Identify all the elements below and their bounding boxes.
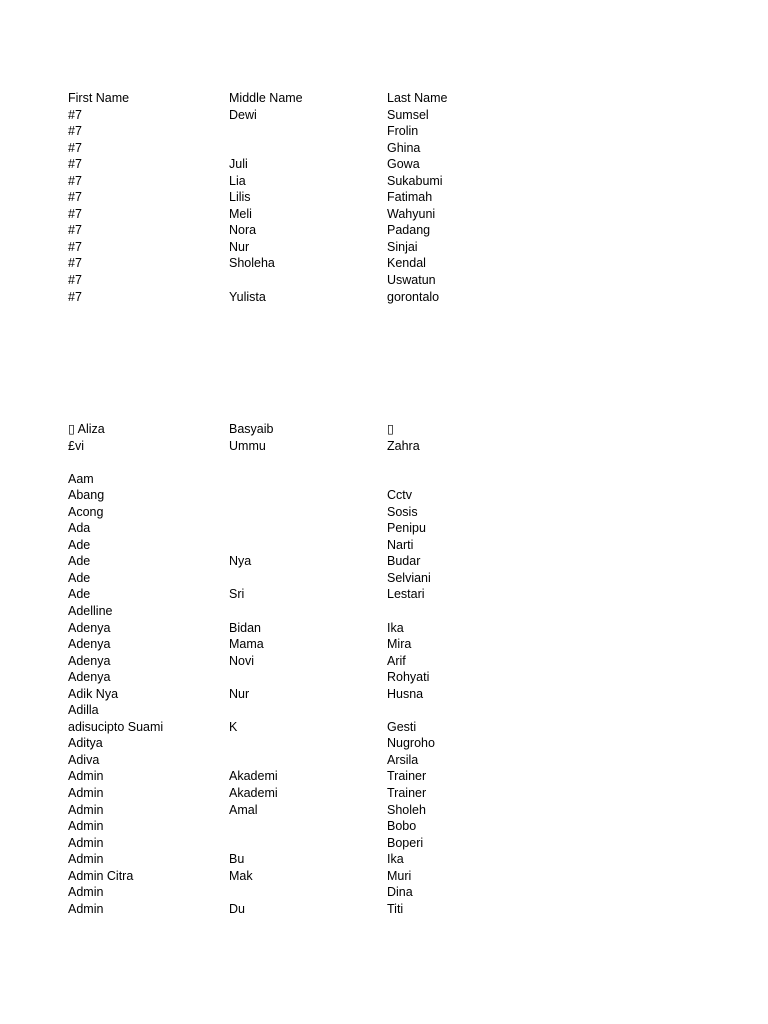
cell-first-name: #7 — [68, 107, 82, 122]
table-row — [68, 520, 488, 537]
cell-last-name: Fatimah — [387, 190, 433, 205]
cell-last-name: Budar — [387, 554, 421, 569]
cell-first-name: Adilla — [68, 703, 99, 718]
cell-last-name: Frolin — [387, 124, 419, 139]
cell-last-name: Rohyati — [387, 670, 430, 685]
table-row — [68, 719, 488, 736]
cell-middle-name: Juli — [229, 157, 248, 172]
cell-last-name: Kendal — [387, 256, 426, 271]
cell-last-name: Zahra — [387, 438, 420, 453]
cell-first-name: adisucipto Suami — [68, 719, 164, 734]
cell-middle-name: Mama — [229, 637, 264, 652]
cell-first-name: Adenya — [68, 670, 111, 685]
cell-first-name: #7 — [68, 273, 82, 288]
cell-middle-name: Meli — [229, 206, 252, 221]
cell-last-name: Cctv — [387, 488, 412, 503]
cell-middle-name: Sholeha — [229, 256, 275, 271]
cell-first-name: ▯ Aliza — [68, 422, 105, 436]
table-row — [68, 421, 488, 438]
cell-last-name: Bobo — [387, 819, 417, 834]
cell-last-name: Ghina — [387, 140, 421, 155]
cell-middle-name: Lia — [229, 173, 246, 188]
cell-last-name — [387, 471, 487, 488]
table-row — [68, 851, 488, 868]
cell-middle-name: Akademi — [229, 786, 278, 801]
table-row — [68, 255, 488, 272]
cell-first-name: Acong — [68, 504, 104, 519]
header-middle-name: Middle Name — [229, 91, 303, 105]
cell-last-name: Mira — [387, 637, 412, 652]
cell-last-name: Wahyuni — [387, 206, 436, 221]
cell-middle-name — [229, 520, 387, 537]
cell-middle-name — [229, 752, 387, 769]
cell-last-name: Sukabumi — [387, 173, 443, 188]
cell-last-name: Arif — [387, 653, 406, 668]
table-row — [68, 636, 488, 653]
cell-middle-name — [229, 818, 387, 835]
cell-middle-name — [229, 140, 387, 157]
cell-middle-name: Novi — [229, 653, 255, 668]
cell-last-name: Uswatun — [387, 273, 436, 288]
cell-first-name: #7 — [68, 256, 82, 271]
cell-first-name: #7 — [68, 239, 82, 254]
cell-first-name: Admin — [68, 786, 104, 801]
table-row — [68, 140, 488, 157]
cell-first-name: £vi — [68, 438, 84, 453]
cell-middle-name: Amal — [229, 802, 258, 817]
cell-last-name: Selviani — [387, 570, 431, 585]
cell-first-name: Admin — [68, 885, 104, 900]
table-row — [68, 222, 488, 239]
cell-first-name: Adenya — [68, 620, 111, 635]
cell-middle-name — [229, 570, 387, 587]
cell-middle-name: Nya — [229, 554, 252, 569]
table-body — [68, 421, 488, 917]
cell-last-name: Titi — [387, 901, 404, 916]
table-header-row — [68, 90, 488, 107]
table-row — [68, 702, 488, 719]
cell-first-name: Ada — [68, 521, 91, 536]
cell-first-name: Aditya — [68, 736, 103, 751]
cell-first-name: Admin — [68, 819, 104, 834]
cell-first-name: #7 — [68, 157, 82, 172]
table-row — [68, 752, 488, 769]
cell-last-name: Ika — [387, 852, 404, 867]
cell-first-name: Aam — [68, 471, 94, 486]
cell-last-name — [387, 454, 487, 471]
cell-middle-name: Akademi — [229, 769, 278, 784]
header-first-name: First Name — [68, 91, 130, 105]
cell-middle-name: Yulista — [229, 289, 266, 304]
table-row — [68, 735, 488, 752]
cell-middle-name: Ummu — [229, 438, 266, 453]
cell-last-name: Sumsel — [387, 107, 429, 122]
table-row — [68, 537, 488, 554]
cell-middle-name — [229, 735, 387, 752]
cell-last-name: Sholeh — [387, 802, 426, 817]
cell-first-name: #7 — [68, 223, 82, 238]
cell-last-name — [387, 603, 487, 620]
table-row — [68, 173, 488, 190]
table-row — [68, 768, 488, 785]
name-table-bottom — [68, 421, 488, 917]
table-row — [68, 802, 488, 819]
table-row — [68, 107, 488, 124]
cell-last-name: Gesti — [387, 719, 417, 734]
cell-middle-name — [229, 835, 387, 852]
cell-first-name: Ade — [68, 570, 91, 585]
cell-last-name: Nugroho — [387, 736, 435, 751]
cell-last-name: Boperi — [387, 835, 424, 850]
cell-middle-name — [229, 471, 387, 488]
cell-middle-name: Bu — [229, 852, 245, 867]
table-row — [68, 686, 488, 703]
cell-first-name: #7 — [68, 173, 82, 188]
cell-last-name: gorontalo — [387, 289, 440, 304]
cell-first-name: Admin — [68, 769, 104, 784]
header-last-name: Last Name — [387, 91, 448, 105]
table-row — [68, 206, 488, 223]
cell-first-name: Admin — [68, 835, 104, 850]
cell-first-name: Adik Nya — [68, 686, 119, 701]
table-row — [68, 272, 488, 289]
table-row — [68, 454, 488, 471]
cell-middle-name — [229, 487, 387, 504]
table-row — [68, 504, 488, 521]
cell-middle-name — [229, 669, 387, 686]
table-row — [68, 123, 488, 140]
cell-first-name: #7 — [68, 206, 82, 221]
cell-middle-name: Bidan — [229, 620, 261, 635]
cell-first-name — [68, 454, 229, 471]
table-row — [68, 785, 488, 802]
cell-first-name: Admin — [68, 901, 104, 916]
table-row — [68, 438, 488, 455]
cell-middle-name: Nur — [229, 239, 250, 254]
table-row — [68, 189, 488, 206]
cell-first-name: Abang — [68, 488, 105, 503]
cell-last-name: Trainer — [387, 769, 427, 784]
cell-first-name: Admin — [68, 852, 104, 867]
cell-last-name: Narti — [387, 537, 414, 552]
cell-middle-name — [229, 504, 387, 521]
table-row — [68, 603, 488, 620]
table-row — [68, 901, 488, 918]
cell-last-name: Ika — [387, 620, 404, 635]
name-table-top — [68, 90, 488, 305]
cell-middle-name: Lilis — [229, 190, 251, 205]
cell-middle-name: Mak — [229, 868, 253, 883]
table-row — [68, 884, 488, 901]
cell-last-name: Arsila — [387, 752, 419, 767]
cell-first-name: Admin — [68, 802, 104, 817]
cell-first-name: #7 — [68, 289, 82, 304]
table-row — [68, 239, 488, 256]
cell-first-name: Admin Citra — [68, 868, 134, 883]
cell-middle-name: Du — [229, 901, 245, 916]
cell-middle-name: Nora — [229, 223, 257, 238]
cell-first-name: #7 — [68, 124, 82, 139]
cell-middle-name — [229, 537, 387, 554]
cell-middle-name: K — [229, 719, 238, 734]
cell-last-name: Sosis — [387, 504, 418, 519]
cell-last-name: Muri — [387, 868, 412, 883]
cell-first-name: Adelline — [68, 604, 113, 619]
cell-middle-name — [229, 603, 387, 620]
cell-middle-name — [229, 272, 387, 289]
table-body — [68, 107, 488, 306]
cell-first-name: #7 — [68, 140, 82, 155]
cell-last-name: Gowa — [387, 157, 420, 172]
cell-last-name: ▯ — [387, 422, 394, 436]
table-row — [68, 487, 488, 504]
cell-first-name: Adenya — [68, 653, 111, 668]
cell-first-name: Adiva — [68, 752, 100, 767]
cell-last-name: Sinjai — [387, 239, 418, 254]
table-row — [68, 653, 488, 670]
cell-first-name: Ade — [68, 537, 91, 552]
table-row — [68, 835, 488, 852]
cell-middle-name — [229, 702, 387, 719]
table-row — [68, 669, 488, 686]
table-row — [68, 553, 488, 570]
cell-first-name: Ade — [68, 587, 91, 602]
cell-last-name — [387, 702, 487, 719]
cell-last-name: Lestari — [387, 587, 425, 602]
cell-middle-name: Sri — [229, 587, 245, 602]
cell-first-name: Ade — [68, 554, 91, 569]
cell-last-name: Padang — [387, 223, 431, 238]
cell-first-name: Adenya — [68, 637, 111, 652]
cell-last-name: Trainer — [387, 786, 427, 801]
cell-middle-name — [229, 454, 387, 471]
cell-middle-name — [229, 884, 387, 901]
table-row — [68, 570, 488, 587]
table-row — [68, 868, 488, 885]
cell-last-name: Husna — [387, 686, 424, 701]
cell-last-name: Dina — [387, 885, 413, 900]
table-row — [68, 289, 488, 306]
table-row — [68, 586, 488, 603]
cell-last-name: Penipu — [387, 521, 426, 536]
cell-middle-name: Dewi — [229, 107, 257, 122]
cell-middle-name — [229, 123, 387, 140]
table-row — [68, 471, 488, 488]
table-row — [68, 818, 488, 835]
cell-first-name: #7 — [68, 190, 82, 205]
table-row — [68, 620, 488, 637]
table-row — [68, 156, 488, 173]
cell-middle-name: Basyaib — [229, 422, 274, 436]
cell-middle-name: Nur — [229, 686, 250, 701]
